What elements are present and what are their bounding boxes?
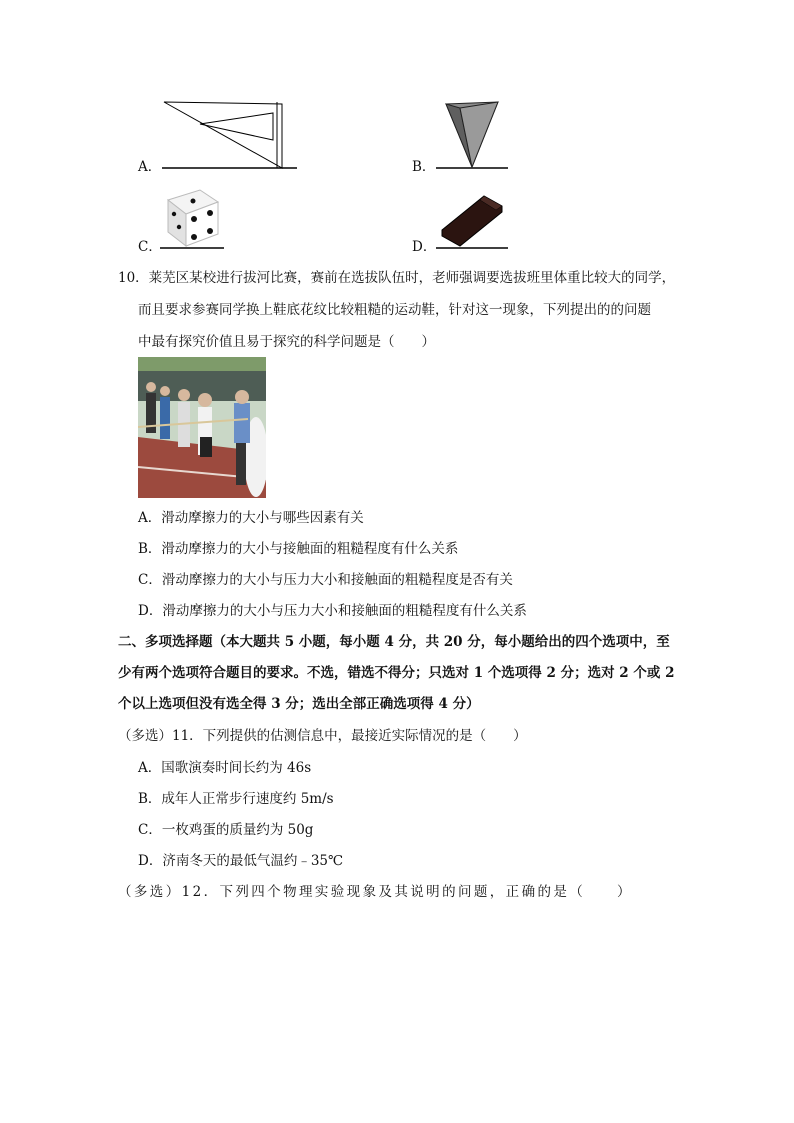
- question-11-option-c: C．一枚鸡蛋的质量约为 50g: [138, 822, 314, 838]
- section-2-heading-line-2: 少有两个选项符合题目的要求。不选，错选不得分；只选对 1 个选项得 2 分；选对 2 个或 2: [118, 665, 675, 681]
- question-11-option-a: A．国歌演奏时间长约为 46s: [138, 760, 312, 776]
- option-label-b: B．: [412, 159, 436, 175]
- question-12-stem: （多选）12．下列四个物理实验现象及其说明的问题，正确的是（ ）: [118, 884, 633, 900]
- figure-a-triangle-ruler: [160, 100, 300, 172]
- question-10-line-2: 而且要求参赛同学换上鞋底花纹比较粗糙的运动鞋，针对这一现象，下列提出的的问题: [138, 302, 651, 318]
- figure-c-dice: [160, 186, 226, 252]
- question-11-stem: （多选）11．下列提供的估测信息中，最接近实际情况的是（ ）: [118, 728, 527, 744]
- question-10-option-d: D．滑动摩擦力的大小与压力大小和接触面的粗糙程度有什么关系: [138, 603, 527, 619]
- option-label-c: C．: [138, 239, 162, 255]
- figure-d-brick: [436, 190, 510, 252]
- question-11-option-d: D．济南冬天的最低气温约﹣35℃: [138, 853, 344, 869]
- section-2-heading-line-3: 个以上选项但没有选全得 3 分；选出全部正确选项得 4 分）: [118, 696, 480, 712]
- question-10-line-1: 10．莱芜区某校进行拔河比赛，赛前在选拔队伍时，老师强调要选拔班里体重比较大的同学，: [118, 270, 676, 286]
- question-10-line-3: 中最有探究价值且易于探究的科学问题是（ ）: [138, 334, 435, 350]
- question-10-option-a: A．滑动摩擦力的大小与哪些因素有关: [138, 510, 364, 526]
- question-10-option-b: B．滑动摩擦力的大小与接触面的粗糙程度有什么关系: [138, 541, 459, 557]
- option-label-d: D．: [412, 239, 437, 255]
- tug-of-war-photo: [138, 357, 266, 498]
- figure-b-cone: [436, 100, 510, 172]
- option-label-a: A．: [138, 159, 162, 175]
- question-10-option-c: C．滑动摩擦力的大小与压力大小和接触面的粗糙程度是否有关: [138, 572, 513, 588]
- question-11-option-b: B．成年人正常步行速度约 5m/s: [138, 791, 334, 807]
- section-2-heading-line-1: 二、多项选择题（本大题共 5 小题，每小题 4 分，共 20 分，每小题给出的四个选项中，至: [118, 634, 670, 650]
